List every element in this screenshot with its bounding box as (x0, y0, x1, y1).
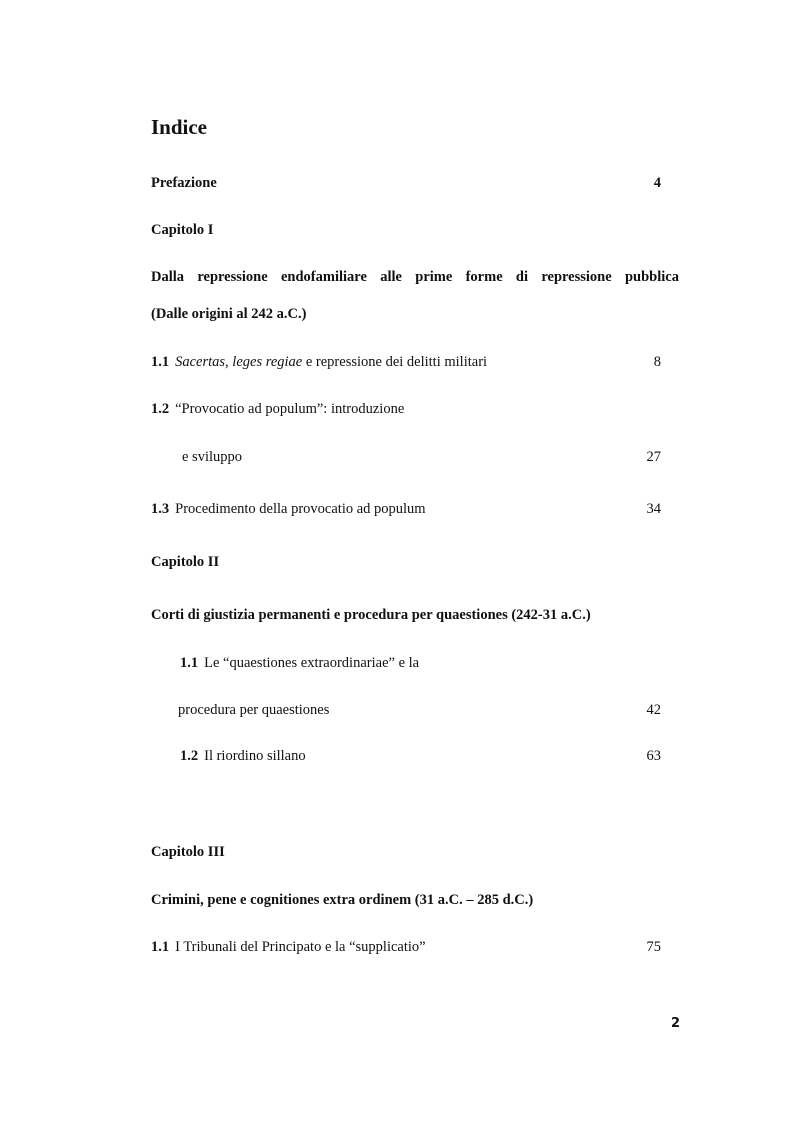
toc-item-3-1[interactable] (151, 939, 426, 956)
toc-item-1-3-page: 34 (646, 501, 661, 517)
section-number: 1.1 (151, 939, 170, 955)
section-number: 1.1 (180, 655, 199, 671)
chapter-2-label: Capitolo II (151, 554, 220, 570)
toc-prefazione[interactable]: Prefazione (151, 175, 217, 191)
section-title: I Tribunali del Principato e la “supplicatio” (175, 939, 426, 955)
chapter-3-title: Crimini, pene e cognitiones extra ordinem (31 a.C. – 285 d.C.) (151, 892, 534, 908)
toc-item-2-1[interactable] (180, 655, 419, 672)
section-title: Le “quaestiones extraordinariae” e la (204, 655, 420, 671)
chapter-2-title: Corti di giustizia permanenti e procedura per quaestiones (242-31 a.C.) (151, 607, 591, 623)
toc-item-1-3[interactable] (151, 501, 426, 518)
section-title: e repressione dei delitti militari (302, 354, 488, 370)
toc-item-3-1-page: 75 (646, 939, 661, 955)
section-title-italic: Sacertas, leges regiae (175, 354, 303, 370)
section-title: “Provocatio ad populum”: introduzione (175, 401, 405, 417)
chapter-1-title-line2: (Dalle origini al 242 a.C.) (151, 306, 307, 322)
section-title: Il riordino sillano (204, 748, 306, 764)
toc-item-2-1-continuation: procedura per quaestiones (178, 702, 330, 718)
toc-item-2-1-page: 42 (646, 702, 661, 718)
toc-prefazione-page: 4 (653, 175, 661, 191)
chapter-1-label: Capitolo I (151, 222, 214, 238)
section-number: 1.3 (151, 501, 170, 517)
toc-item-2-2-page: 63 (646, 748, 661, 764)
toc-item-1-2-continuation: e sviluppo (182, 449, 243, 465)
toc-item-1-1-page: 8 (653, 354, 661, 370)
chapter-1-title-line1: Dalla repressione endofamiliare alle prime forme di repressione pubblica (151, 269, 679, 285)
toc-item-2-2[interactable] (180, 748, 306, 765)
chapter-3-label: Capitolo III (151, 844, 225, 860)
page-title: Indice (151, 115, 208, 139)
section-number: 1.2 (151, 401, 170, 417)
page-number: 2 (670, 1016, 680, 1031)
section-number: 1.2 (180, 748, 199, 764)
toc-item-1-2[interactable] (151, 401, 404, 418)
toc-item-1-1[interactable] (151, 354, 487, 371)
toc-item-1-2-page: 27 (646, 449, 661, 465)
section-number: 1.1 (151, 354, 170, 370)
section-title: Procedimento della provocatio ad populum (175, 501, 426, 517)
